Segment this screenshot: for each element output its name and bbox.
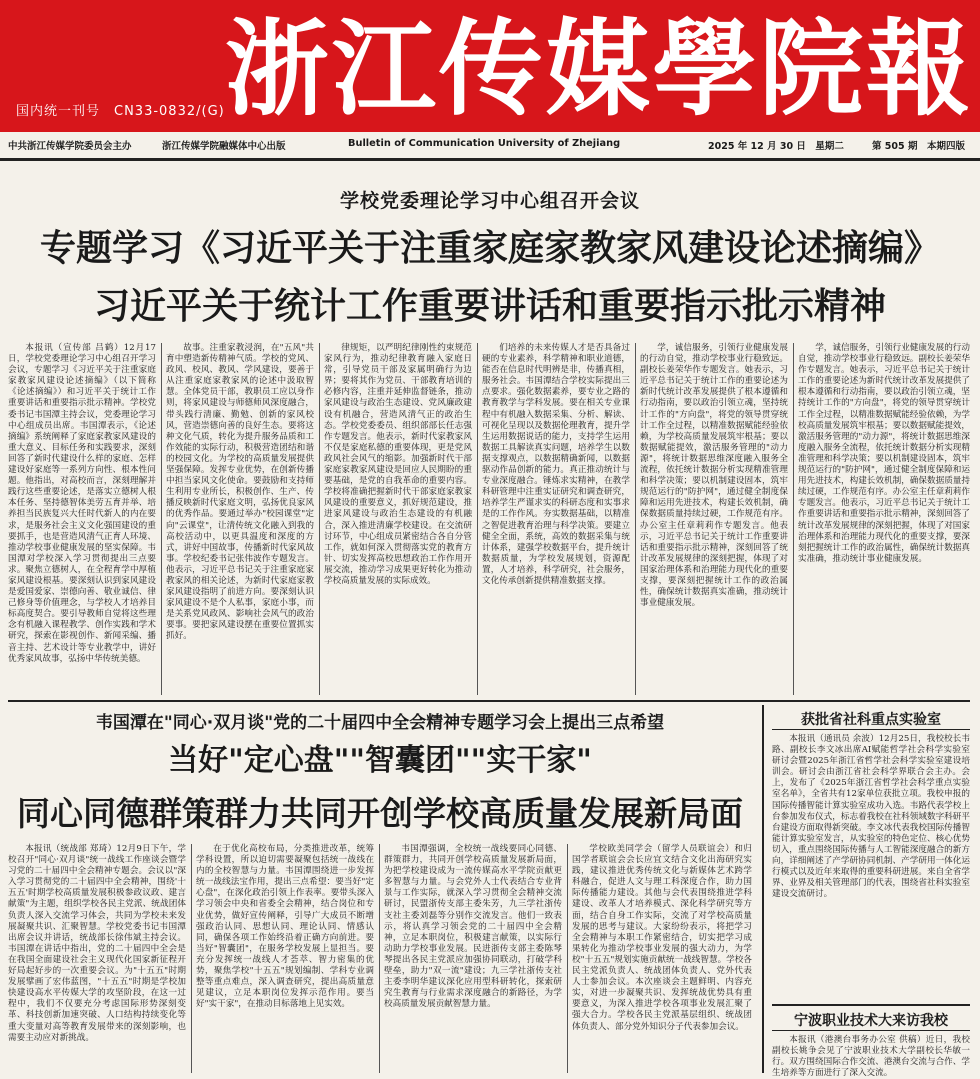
article2-column-3	[384, 844, 562, 1073]
info-bar	[0, 134, 980, 161]
article1-text: 律规矩，以严明纪律刚性约束规范家风行为，推动纪律教育融入家庭日常，引导党员干部及家属明确行为边界；要将其作为党员、干部教育培训的必修内容，注重并延伸监督链条，推动家风建设与政治生态建设、党风廉政建设有机融合，营造风清气正的政治生态。学校党委委员、组织部部长任志强作专题发言。他表示，新时代家教家风不仅是家庭私德的重要体现，更是党风政风社会风气的缩影。加强新时代干部家庭家教家风建设是回应人民期盼的重要基础，是党的自我革命的重要内容。学校将准确把握新时代干部家庭家教家风建设的重要意义，抓好规范建设，推进家风建设与政治生态建设的有机融合，深入推进清廉学校建设。在交流研讨环节，中心组成员紧密结合各自分管工作，就如何深入贯彻落实党的教育方针、切实发挥高校思想政治工作作用开展交流，推动学习成果更好转化为推动学校高质量发展的实际成效。	[324, 343, 472, 586]
article1-column-4	[482, 343, 630, 695]
article1-text: 故事。注重家教浸润，在"五风"共育中塑造新传精神气质。学校的党风、政风、校风、教风、学风建设，要善于从注重家庭家教家风的论述中汲取智慧。全体党员干部，教职员工应以身作则，将家风建设与师德师风深度融合，带头践行清廉、勤勉、创新的家风校风，营造崇德向善的良好生态。要将这种文化气质，转化为提升服务品质和工作效能的实际行动，积极营造团结和谐的校园文化。为学校的高质量发展提供坚强保障。发挥专业优势，在创新传播中担当家风文化使命。要鼓励和支持师生利用专业所长，积极创作、生产、传播反映新时代家庭文明，弘扬优良家风的优秀作品。要通过举办"校园课堂"定向"云课堂"，让清传统文化融入到我的高校活动中，以更具温度和深度的方式，讲好中国故事，传播新时代家风故事。学校纪委书记张伟波作专题发言。他表示，习近平总书记关于注重家庭家教家风的相关论述，为新时代家庭家教家风建设指明了前进方向。要深刻认识家风建设不是个人私事，家庭小事，而是关系党风政风、影响社会风气的政治要事。要把家风建设摆在重要位置抓实抓好。	[166, 343, 314, 642]
article1-kicker: 学校党委理论学习中心组召开会议	[339, 190, 640, 212]
sidebar-news1-body	[772, 734, 970, 996]
masthead-char: 院	[759, 7, 864, 130]
column-divider	[379, 844, 380, 1073]
issn-number: 国内统一刊号 CN33-0832/(G)	[16, 104, 225, 119]
article1-headline-2: 习近平关于统计工作重要讲话和重要指示批示精神	[93, 286, 886, 327]
issue-number: 第 505 期 本期四版	[872, 141, 965, 152]
column-divider	[567, 844, 568, 1073]
article1-column-5	[640, 343, 788, 695]
article2-headline-1: 当好"定心盘""智囊团""实干家"	[168, 743, 592, 778]
column-divider	[635, 343, 636, 695]
sidebar-news1-title: 获批省社科重点实验室	[801, 712, 941, 728]
column-divider	[319, 343, 320, 695]
masthead-char: 報	[865, 7, 970, 130]
sidebar-rule	[772, 729, 970, 730]
article1-text: 本报讯（宣传部 吕鹤）12月17日，学校党委理论学习中心组召开学习会议，专题学习《习近平关于注重家庭家教家风建设论述摘编》（以下简称《论述摘编》）和习近平关于统计工作重要讲话和重要指示批示精神。学校党委书记韦国潭主持会议，党委理论学习中心组成员出席。韦国潭表示，《论述摘编》系统阐释了家庭家教家风建设的重大意义、目标任务和实践要求，深刻回答了新时代建设什么样的家庭、怎样建设好家庭等一系列方向性、根本性问题。他指出，对高校而言，深刻理解并践行这些重要论述，是落实立德树人根本任务、坚持德智体美劳五育并举、培养担当民族复兴大任时代新人的内在要求，是服务社会主义文化强国建设的重要抓手，也是营造风清气正育人环境、推动学校事业健康发展的坚实保障。韦国潭对学校深入学习贯彻提出三点要求。聚焦立德树人，在全程育学中厚植家风建设根基。要深刻认识到家风建设是爱国爱家、崇德向善、敬业诚信、律己修身等价值理念，与学校人才培养目标高度契合。要引导教师自觉将这些理念有机融入课程教学、创作实践和学术研究，探索在影视创作、新闻采编、播音主持、艺术设计等专业教学中，讲好优秀家风故事，弘扬中华传统美德。	[8, 343, 156, 664]
article2-column-1	[8, 844, 186, 1073]
sidebar-news2-body	[772, 1035, 970, 1079]
english-title: Bulletin of Communication University of Zhejiang	[348, 138, 621, 149]
article2-text: 韦国潭强调，全校统一战线要同心同德、群策群力，共同开创学校高质量发展新局面，为把学校建设成为一流传媒高水平学院贡献更多智慧与力量。与会党外人士代表结合专业背景与工作实际，就深入学习贯彻全会精神交流研讨，民盟浙传支部主委朱芳，九三学社浙传支社主委刘磊等分别作交流发言。他们一致表示，将认真学习领会党的二十届四中全会精神，立足本职岗位，积极建言献策，以实际行动助力学校事业发展。民进浙传支部主委陈琴琴提出各民主党派应加强协同联动，打破学科壁垒，助力"双一流"建设；九三学社浙传支社主委李明华建议深化应用型科研转化，探索研究生教育与行业需求深度融合的新路径，为学校高质量发展贡献智慧力量。	[384, 844, 562, 1010]
article2-text: 学校欧美同学会（留学人员联谊会）和归国学者联谊会会长应宜文结合文化出海研究实践，建议推进优秀传统文化与新媒体艺术跨学科融合，促进人文与理工科深度合作，助力国际传播能力建设。其他与会代表围绕推进学科建设、改革人才培养模式、深化科学研究等方面，结合自身工作实际，交流了对学校高质量发展的思考与建议。大家纷纷表示，将把学习全会精神与本职工作紧密结合，切实把学习成果转化为推动学校事业发展的强大动力，为学校"十五五"规划实施贡献统一战线智慧。学校各民主党派负责人、统战团体负责人、党外代表人士参加会议。本次座谈会主题鲜明、内容充实，对进一步凝聚共识、发挥统战优势具有重要意义，为深入推进学校各项事业发展汇聚了强大合力。学校各民主党派基层组织、统战团体负责人、部分党外知识分子代表参加会议。	[572, 844, 752, 1032]
column-divider	[161, 343, 162, 695]
sidebar-news2-text: 本报讯（港澳台事务办公室 供稿）近日，我校副校长姚争会见了宁波职业技术大学副校长华敏一行。双方围绕国际合作交流、港澳台交流与合作、学生培养等方面进行了深入交流。	[772, 1035, 970, 1079]
article1-headline-1: 专题学习《习近平关于注重家庭家教家风建设论述摘编》	[39, 228, 940, 269]
issue-date: 2025 年 12 月 30 日 星期二	[708, 141, 844, 152]
masthead	[0, 0, 980, 132]
article1-column-1	[8, 343, 156, 695]
masthead-char: 传	[438, 7, 543, 130]
article1-column-6	[798, 343, 970, 695]
sidebar-rule	[772, 1030, 970, 1031]
sidebar-news1-text: 本报讯（通讯员 余波）12月25日，我校校长韦路、副校长李文冰出席AI赋能哲学社会科学实验室研讨会暨2025年浙江省哲学社会科学实验室建设培训会。研讨会由浙江省社会科学界联合会主办。会上，发布了《2025年浙江省哲学社会科学重点实验室名单》，全省共有12家单位获批立项。我校申报的国际传播智能计算实验室成功入选。韦路代表学校上台参加发布仪式，标志着我校在社科领域数字科研平台建设方面取得新突破。李文冰代表我校国际传播智能计算实验室发言，从实验室的特色定位、核心优势切入，重点围绕国际传播与人工智能深度融合的新方向，详细阐述了产学研协同机制、产学研用一体化运行模式以及近年来取得的重要科研进展。来自全省学界、业界及相关管理部门的代表，围绕省社科实验室建设交流研讨。	[772, 734, 970, 900]
publisher-text: 浙江传媒学院融媒体中心出版	[162, 141, 286, 152]
masthead-char: 媒	[545, 7, 650, 130]
column-divider	[793, 343, 794, 695]
masthead-char: 浙	[225, 7, 330, 130]
column-divider	[191, 844, 192, 1073]
article1-text: 学，诚信服务，引领行业健康发展的行动自觉，推动学校事业行稳致远。副校长姜荣华作专题发言。她表示，习近平总书记关于统计工作的重要论述为新时代统计改革发展提供了根本遵循和行动指南，要以政治引领立魂，坚持统计工作的"方向盘"，将党的领导贯穿统计工作全过程，以精准数据赋能经验依赖，为学校高质量发展筑牢根基；要以数据赋能提效，激活服务管理的"动力源"，将统计数据思维深度融入服务全流程，依托统计数据分析实现精准管理和科学决策；要以机制建设固本，筑牢规范运行的"防护网"，通过健全制度保障和运用先进技术，构建长效机制，确保数据质量持续过硬，工作规范有序。办公室主任章莉莉作专题发言。他表示，习近平总书记关于统计工作重要讲话和重要指示批示精神，深刻回答了统计改革发展规律的深刻把握，体现了对国家治理体系和治理能力现代化的重要支撑，要深刻把握统计工作的政治属性，确保统计数据真实准确，推动统计事业健康发展。	[798, 343, 970, 564]
sponsor-text: 中共浙江传媒学院委员会主办	[8, 141, 132, 152]
article1-column-2	[166, 343, 314, 695]
masthead-char: 學	[652, 7, 757, 130]
article2-column-2	[196, 844, 374, 1073]
sidebar-divider	[762, 705, 764, 1073]
column-divider	[477, 343, 478, 695]
article2-kicker: 韦国潭在"同心·双月谈"党的二十届四中全会精神专题学习会上提出三点希望	[95, 713, 665, 733]
masthead-char: 江	[331, 7, 436, 130]
article2-text: 本报讯（统战部 郑琦）12月9日下午，学校召开"同心·双月谈"统一战线工作座谈会暨学习党的二十届四中全会精神专题会。会议以"深入学习贯彻党的二十届四中全会精神，围绕'十五五'时期学校高质量发展积极参政议政、建言献策"为主题，组织学校各民主党派、统战团体负责人深入交流学习体会，共同为学校未来发展凝聚共识、汇聚智慧。学校党委书记韦国潭出席会议并讲话，统战部长徐伟斌主持会议。韦国潭在讲话中指出，党的二十届四中全会是在我国全面建设社会主义现代化国家新征程开好局起好步的一次重要会议。为"十五五"时期发展擘画了宏伟蓝图，"十五五"时期是学校加快建设高水平传媒大学的攻坚阶段，在这一过程中，我们不仅要充分考虑国际形势深刻变革、科技创新加速突破、人口结构持续变化等重大变量对高等教育发展带来的深刻影响，也需要主动应对新挑战。	[8, 844, 186, 1043]
article2-headline-2: 同心同德群策群力共同开创学校高质量发展新局面	[17, 794, 743, 833]
sidebar-divider-2	[772, 1004, 970, 1006]
sidebar-news2-title: 宁波职业技术大来访我校	[794, 1013, 948, 1029]
section-divider	[8, 700, 970, 702]
article1-column-3	[324, 343, 472, 695]
article2-column-4	[572, 844, 752, 1073]
masthead-title	[225, 7, 970, 130]
article1-text: 学，诚信服务，引领行业健康发展的行动自觉，推动学校事业行稳致远。副校长姜荣华作专题发言。她表示，习近平总书记关于统计工作的重要论述为新时代统计改革发展提供了根本遵循和行动指南，要以政治引领立魂，坚持统计工作的"方向盘"，将党的领导贯穿统计工作全过程，以精准数据赋能经验依赖，为学校高质量发展筑牢根基；要以数据赋能提效，激活服务管理的"动力源"，将统计数据思维深度融入服务全流程，依托统计数据分析实现精准管理和科学决策；要以机制建设固本，筑牢规范运行的"防护网"，通过健全制度保障和运用先进技术，构建长效机制，确保数据质量持续过硬，工作规范有序。办公室主任章莉莉作专题发言。他表示，习近平总书记关于统计工作重要讲话和重要指示批示精神，深刻回答了统计改革发展规律的深刻把握，体现了对国家治理体系和治理能力现代化的重要支撑，要深刻把握统计工作的政治属性，确保统计数据真实准确，推动统计事业健康发展。	[640, 343, 788, 609]
article2-text: 在于优化高校布局，分类推进改革，统筹学科设置，所以迫切需要凝聚包括统一战线在内的全校智慧与力量。韦国潭围绕进一步发挥统一战线法宝作用，提出三点希望：要当好"定心盘"，在深化政治引领上作表率。要带头深入学习领会中央和省委全会精神，结合岗位和专业优势，做好宣传阐释，引导广大成员不断增强政治认同、思想认同、理论认同、情感认同，确保各项工作始终沿着正确方向前进。要当好"智囊团"，在服务学校发展上显担当。要充分发挥统一战线人才荟萃、智力密集的优势，聚焦学校"十五五"规划编制、学科专业调整等重点难点，深入调查研究，提出高质量意见建议，立足本职岗位发挥示范作用。要当好"实干家"，在推动目标落地上见实效。	[196, 844, 374, 1010]
article1-text: 们培养的未来传媒人才是否具备过硬的专业素养，科学精神和职业道德，能否在信息时代明辨是非，传播真相，服务社会。韦国潭结合学校实际提出三点要求。强化数据素养，要专业之路的教育教学与学科发展。要在相关专业课程中有机融入数据采集、分析、解读、可视化呈现以及数据伦理教育，提升学生运用数据说话的能力，支持学生运用数据工具解读真实问题，培养学生以数据支撑观点，以数据精确新闻，以数据驱动作品创新的能力。真正推动统计与专业深度融合。锤炼求实精神，在教学科研管理中注重实证研究和调查研究，培养学生严谨求实的科研态度和实事求是的工作作风。夯实数据基础，以精准之智促进教育治理与科学决策。要建立健全全面，系统，高效的数据采集与统计体系，建强学校数据平台，提升统计数据质量，为学校发展规划，资源配置，人才培养，科学研究，社会服务，文化传承创新提供精准数据支撑。	[482, 343, 630, 586]
